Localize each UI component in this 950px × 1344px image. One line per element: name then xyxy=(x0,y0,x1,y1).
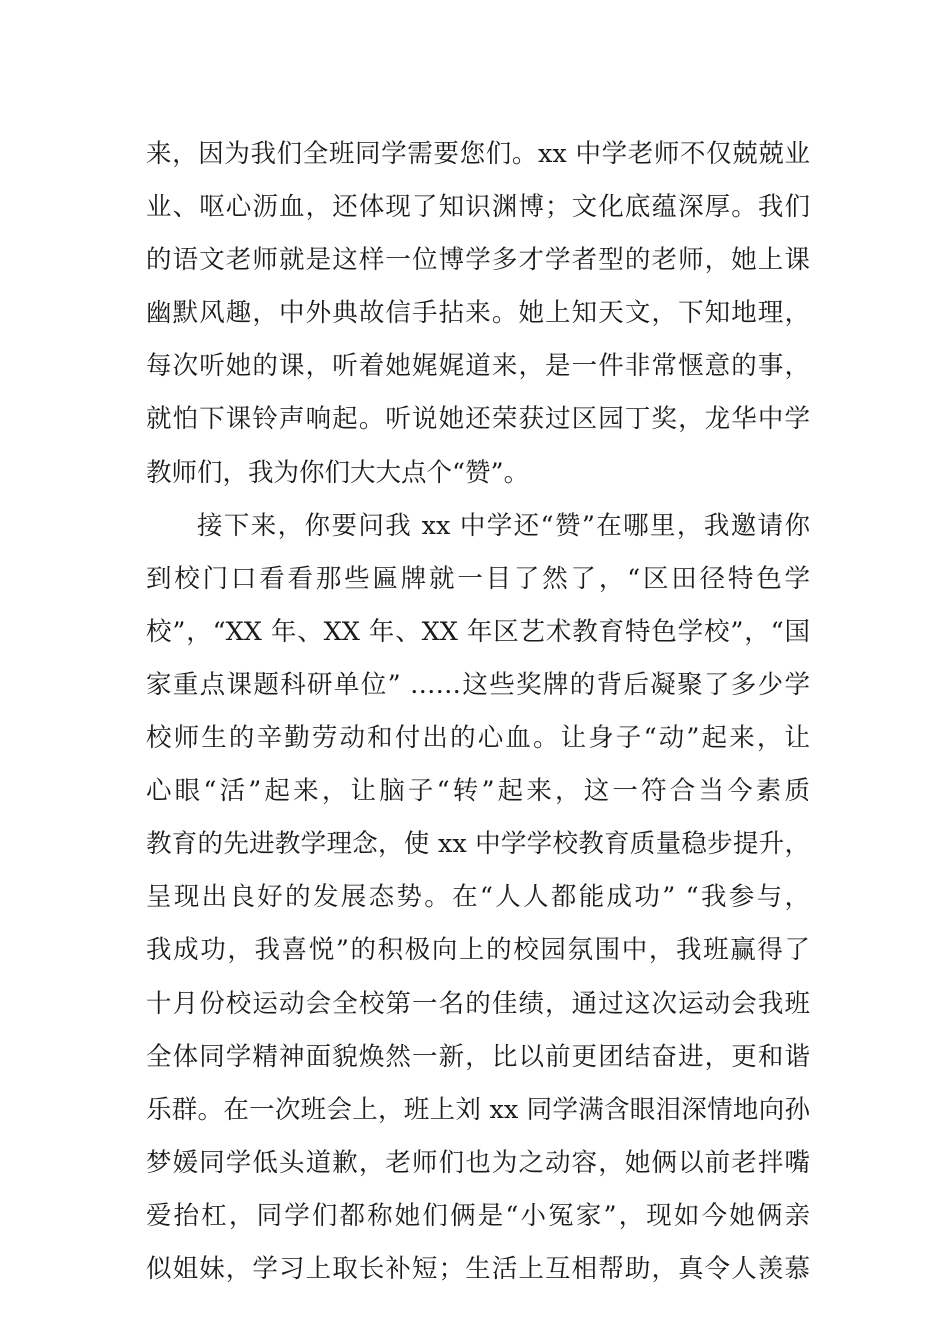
text-line: 幽默风趣，中外典故信手拈来。她上知天文，下知地理， xyxy=(146,298,810,329)
text-line: 心眼“活”起来，让脑子“转”起来，这一符合当今素质 xyxy=(146,776,810,807)
text-line: 乐群。在一次班会上，班上刘 xx 同学满含眼泪深情地向孙 xyxy=(146,1094,810,1125)
text-line: 的语文老师就是这样一位博学多才学者型的老师，她上课 xyxy=(146,245,810,276)
text-line: 业、呕心沥血，还体现了知识渊博；文化底蕴深厚。我们 xyxy=(146,192,810,223)
text-line: 我成功，我喜悦”的积极向上的校园氛围中，我班赢得了 xyxy=(146,935,810,966)
text-line: 校师生的辛勤劳动和付出的心血。让身子“动”起来，让 xyxy=(146,723,810,754)
text-line: 梦媛同学低头道歉，老师们也为之动容，她俩以前老拌嘴 xyxy=(146,1147,810,1178)
text-line: 似姐妹，学习上取长补短；生活上互相帮助，真令人羡慕 xyxy=(146,1253,810,1284)
text-line: 来，因为我们全班同学需要您们。xx 中学老师不仅兢兢业 xyxy=(146,139,810,169)
text-line: 家重点课题科研单位” ……这些奖牌的背后凝聚了多少学 xyxy=(146,669,810,700)
text-line: 爱抬杠，同学们都称她们俩是“小冤家”，现如今她俩亲 xyxy=(146,1200,810,1231)
text-line: 十月份校运动会全校第一名的佳绩，通过这次运动会我班 xyxy=(146,988,810,1019)
text-line: 教师们，我为你们大大点个“赞”。 xyxy=(146,457,530,488)
text-line: 每次听她的课，听着她娓娓道来，是一件非常惬意的事， xyxy=(146,351,810,382)
text-line: 到校门口看看那些匾牌就一目了然了，“区田径特色学 xyxy=(146,563,810,594)
text-line: 教育的先进教学理念，使 xx 中学学校教育质量稳步提升， xyxy=(146,829,810,860)
paragraph-start-line: 接下来，你要问我 xx 中学还“赞”在哪里，我邀请你 xyxy=(197,510,810,541)
body-text xyxy=(146,128,810,1296)
text-line: 就怕下课铃声响起。听说她还荣获过区园丁奖，龙华中学 xyxy=(146,404,810,435)
text-line: 全体同学精神面貌焕然一新，比以前更团结奋进，更和谐 xyxy=(146,1041,810,1072)
text-line: 呈现出良好的发展态势。在“人人都能成功” “我参与， xyxy=(146,882,810,913)
text-line: 校”，“XX 年、XX 年、XX 年区艺术教育特色学校”，“国 xyxy=(146,616,810,647)
